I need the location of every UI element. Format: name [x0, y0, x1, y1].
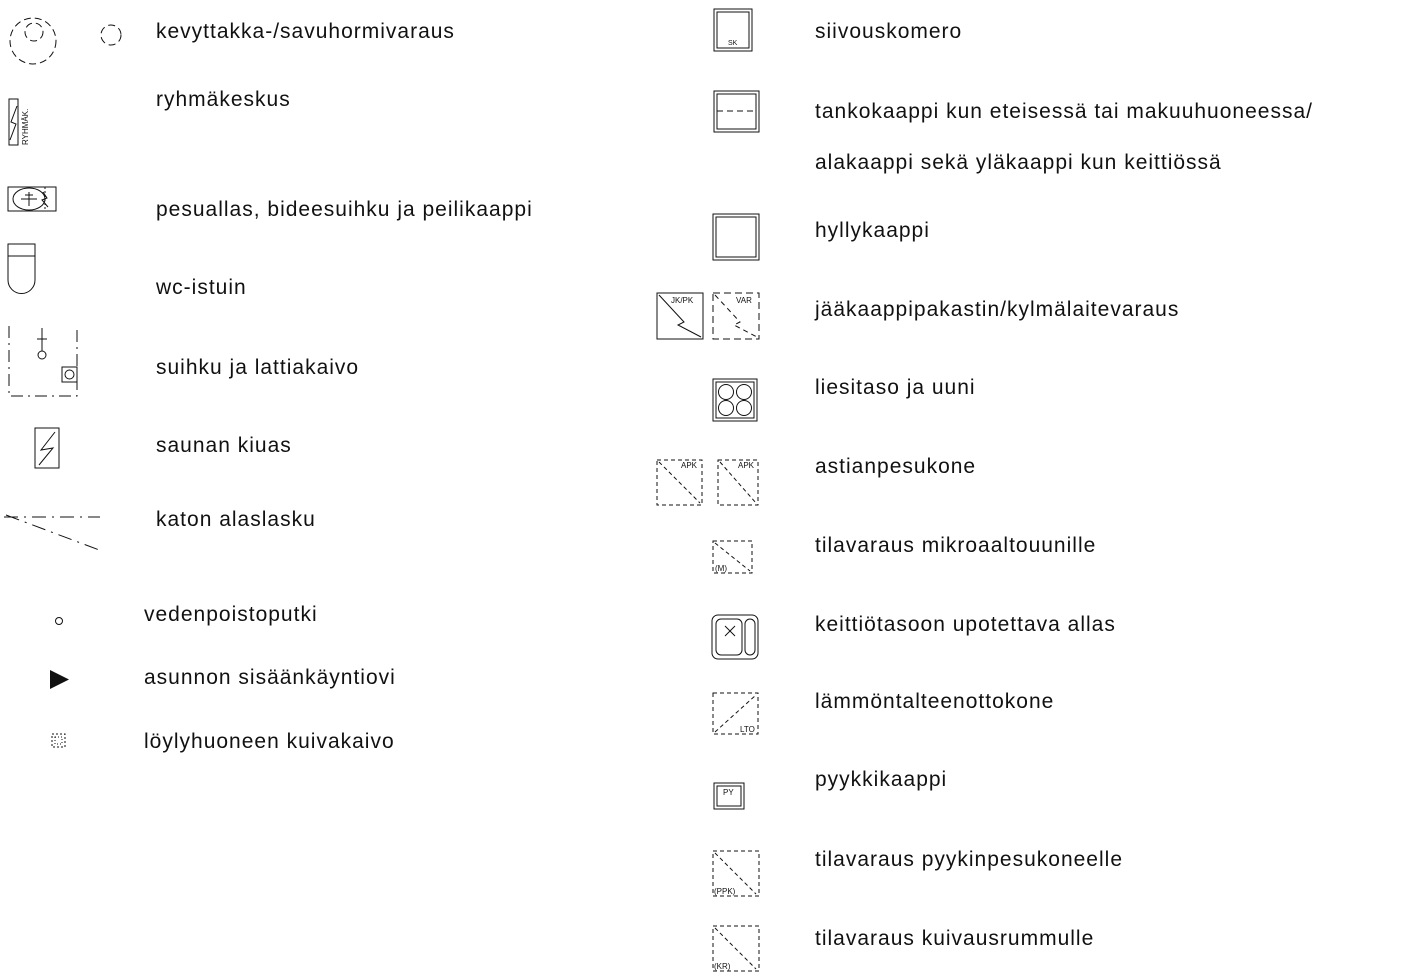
legend-label-sauna-stove: saunan kiuas	[156, 434, 292, 457]
chimney-reservation-icon	[8, 18, 124, 68]
shower-drain-icon	[7, 325, 83, 399]
legend-label-tumble-dryer-reservation: tilavaraus kuivausrummulle	[815, 927, 1095, 950]
washing-machine-label: (PPK)	[714, 887, 736, 896]
rod-cabinet-icon	[713, 90, 761, 134]
microwave-label: (M)	[715, 564, 727, 573]
shelf-cabinet-icon	[712, 213, 762, 263]
dishwasher-label-2: APK	[738, 461, 755, 470]
washbasin-icon	[7, 186, 59, 214]
legend-label-fridge-freezer: jääkaappipakastin/kylmälaitevaraus	[815, 298, 1180, 321]
legend-label-cleaning-closet: siivouskomero	[815, 20, 963, 43]
tumble-dryer-label: (KR)	[714, 962, 731, 971]
legend-label-ceiling-lowering: katon alaslasku	[156, 508, 316, 531]
stove-oven-icon	[712, 378, 760, 424]
ceiling-lowering-icon	[2, 509, 104, 555]
legend-label-rod-cabinet-line2: alakaappi sekä yläkaappi kun keittiössä	[815, 151, 1222, 174]
fridge-freezer-icon	[656, 292, 766, 344]
dishwasher-icon	[656, 458, 764, 508]
sauna-stove-icon	[34, 427, 62, 471]
kitchen-sink-icon	[711, 614, 761, 662]
fridge-reservation-label: VAR	[736, 296, 752, 305]
entrance-arrow-icon	[49, 669, 71, 691]
legend-label-laundry-cabinet: pyykkikaappi	[815, 768, 948, 791]
heat-recovery-unit-icon	[712, 692, 762, 738]
legend-label-chimney-reservation: kevyttakka-/savuhormivaraus	[156, 20, 455, 43]
legend-label-heat-recovery-unit: lämmöntalteenottokone	[815, 690, 1055, 713]
laundry-cabinet-label: PY	[723, 788, 734, 797]
legend-label-stove-oven: liesitaso ja uuni	[815, 376, 976, 399]
legend-label-distribution-board: ryhmäkeskus	[156, 88, 291, 111]
legend-label-wc-seat: wc-istuin	[156, 276, 247, 299]
tumble-dryer-reservation-icon	[712, 925, 764, 973]
legend-label-shelf-cabinet: hyllykaappi	[815, 219, 930, 242]
laundry-cabinet-icon	[713, 782, 747, 812]
heat-recovery-label: LTO	[740, 725, 755, 734]
cleaning-closet-icon	[713, 8, 755, 54]
dry-drain-icon	[51, 733, 67, 749]
legend-label-washbasin: pesuallas, bideesuihku ja peilikaappi	[156, 198, 533, 221]
dishwasher-label: APK	[681, 461, 698, 470]
legend-label-dry-drain: löylyhuoneen kuivakaivo	[144, 730, 395, 753]
legend-label-kitchen-sink: keittiötasoon upotettava allas	[815, 613, 1116, 636]
wc-seat-icon	[7, 243, 37, 295]
legend-label-shower-drain: suihku ja lattiakaivo	[156, 356, 360, 379]
legend-label-rod-cabinet: tankokaappi kun eteisessä tai makuuhuoneessa/	[815, 100, 1313, 123]
legend-label-washing-machine-reservation: tilavaraus pyykinpesukoneelle	[815, 848, 1123, 871]
drain-pipe-icon	[53, 615, 65, 627]
legend-label-entrance-arrow: asunnon sisäänkäyntiovi	[144, 666, 396, 689]
washing-machine-reservation-icon	[712, 850, 764, 900]
legend-label-microwave-reservation: tilavaraus mikroaaltouunille	[815, 534, 1097, 557]
distribution-board-icon	[8, 98, 32, 148]
legend-label-dishwasher: astianpesukone	[815, 455, 977, 478]
legend-label-drain-pipe: vedenpoistoputki	[144, 603, 318, 626]
distribution-board-label: RYHMÄK.	[21, 108, 30, 145]
microwave-reservation-icon	[712, 540, 756, 576]
cleaning-closet-label: SK	[728, 40, 738, 47]
fridge-freezer-label: JK/PK	[671, 296, 694, 305]
